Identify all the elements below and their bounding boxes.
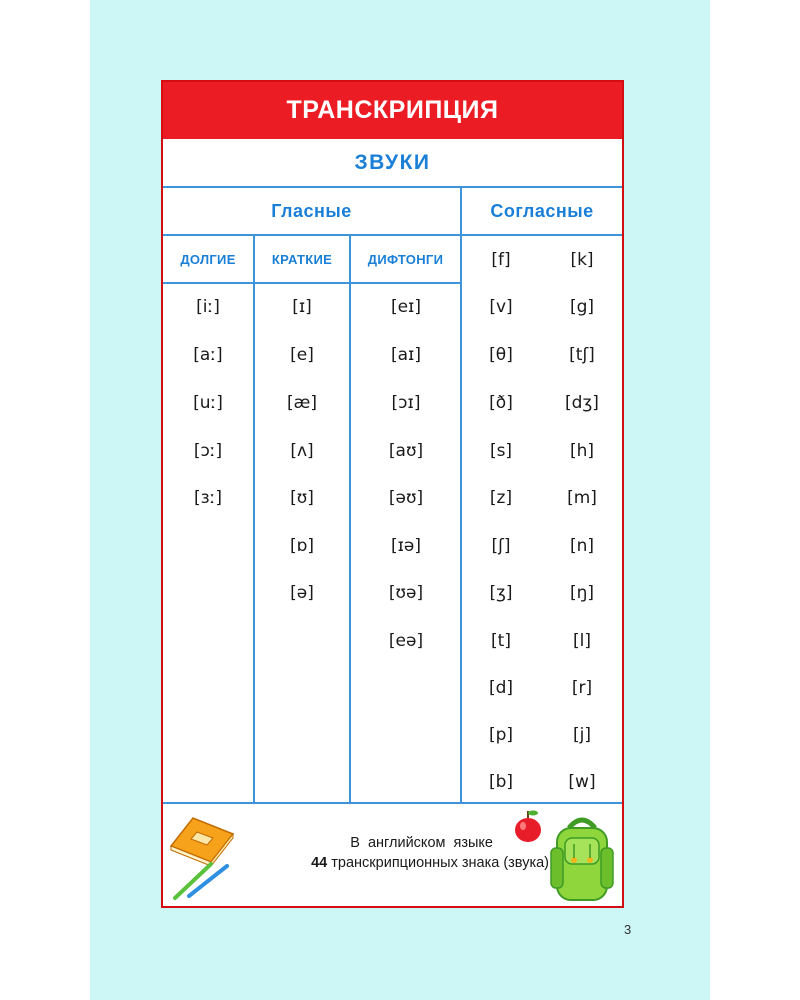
long-vowel: [iː] <box>196 297 220 317</box>
consonant: [ʃ] <box>491 536 511 556</box>
diphthong: [eɪ] <box>390 297 422 317</box>
consonant: [s] <box>489 441 513 461</box>
diphthong: [ɪə] <box>390 536 422 556</box>
consonant: [dʒ] <box>565 393 599 413</box>
short-vowel: [ʊ] <box>290 488 314 508</box>
short-vowels-heading: КРАТКИЕ <box>271 251 333 267</box>
divider <box>163 282 462 284</box>
consonant: [p] <box>488 725 514 745</box>
long-vowel: [uː] <box>193 393 223 413</box>
consonant: [w] <box>568 772 596 792</box>
consonant: [m] <box>567 488 597 508</box>
consonant: [r] <box>571 678 593 698</box>
short-vowel: [ʌ] <box>290 441 314 461</box>
consonants-heading: Согласные <box>490 200 594 221</box>
consonant: [tʃ] <box>569 345 595 365</box>
consonant: [b] <box>488 772 514 792</box>
consonant: [z] <box>489 488 513 508</box>
long-vowels-heading: ДОЛГИЕ <box>180 251 236 267</box>
consonant: [h] <box>569 441 595 461</box>
consonant: [d] <box>488 678 514 698</box>
consonant: [t] <box>491 631 511 651</box>
short-vowel: [ɒ] <box>289 536 315 556</box>
consonant: [k] <box>570 250 594 270</box>
consonant: [v] <box>489 297 513 317</box>
short-vowel: [æ] <box>287 393 317 413</box>
consonant: [g] <box>569 297 595 317</box>
sound-count: 44 <box>311 855 328 871</box>
long-vowel: [ɔː] <box>193 441 223 461</box>
page-number: 3 <box>624 922 632 937</box>
consonant: [l] <box>573 631 591 651</box>
diphthong: [eə] <box>388 631 424 651</box>
long-vowel: [ɜː] <box>193 488 223 508</box>
sounds-heading: ЗВУКИ <box>354 151 431 174</box>
consonant: [n] <box>569 536 595 556</box>
diphthong: [ɔɪ] <box>391 393 421 413</box>
divider <box>163 802 622 804</box>
consonant: [θ] <box>489 345 513 365</box>
consonant: [j] <box>573 725 591 745</box>
short-vowel: [e] <box>290 345 314 365</box>
apple-icon <box>511 808 545 844</box>
backpack-icon <box>547 814 617 904</box>
short-vowel: [ə] <box>290 583 314 603</box>
transcription-card <box>161 80 624 908</box>
footer-line-2-text: транскрипционных знака (звука) <box>331 855 549 871</box>
diphthong: [aʊ] <box>388 441 424 461</box>
divider <box>253 234 255 802</box>
consonant: [ʒ] <box>489 583 513 603</box>
pencils-icon <box>171 856 231 902</box>
consonant: [ð] <box>489 393 513 413</box>
footer-line-1: В английском языке <box>350 835 493 851</box>
short-vowel: [ɪ] <box>292 297 312 317</box>
vowels-heading: Гласные <box>271 200 352 221</box>
consonant: [ŋ] <box>569 583 595 603</box>
diphthong: [əʊ] <box>388 488 424 508</box>
diphthong: [aɪ] <box>391 345 421 365</box>
page-title: ТРАНСКРИПЦИЯ <box>163 82 622 139</box>
long-vowel: [aː] <box>193 345 223 365</box>
footer-line-2 <box>229 854 549 873</box>
consonant: [f] <box>491 250 511 270</box>
diphthongs-heading: ДИФТОНГИ <box>367 251 444 267</box>
divider <box>349 234 351 802</box>
divider <box>460 186 462 802</box>
diphthong: [ʊə] <box>388 583 424 603</box>
